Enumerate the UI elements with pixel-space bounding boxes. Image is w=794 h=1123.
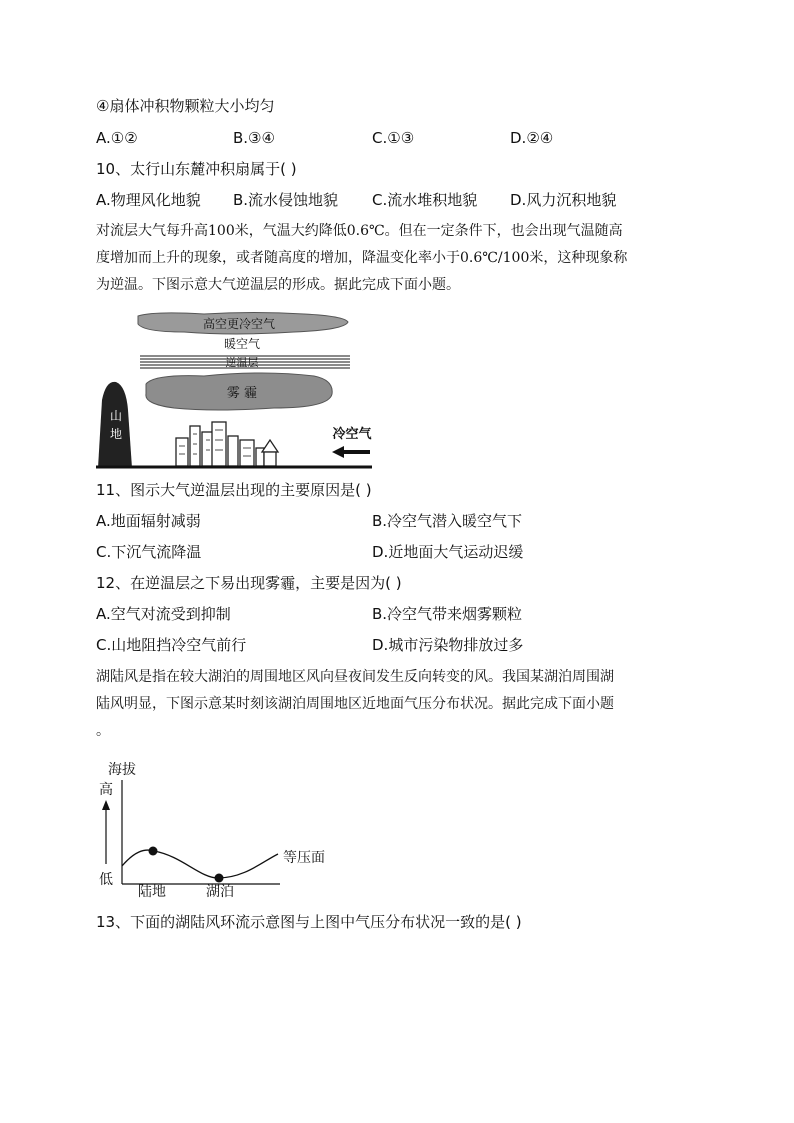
passage-inversion-line-1: 对流层大气每升高100米，气温大约降低0.6℃。但在一定条件下，也会出现气温随高 bbox=[96, 223, 623, 239]
isobar-curve bbox=[122, 850, 278, 878]
q13-stem: 13、下面的湖陆风环流示意图与上图中气压分布状况一致的是( ) bbox=[96, 913, 522, 931]
lake-point bbox=[215, 874, 224, 883]
q9-item-4: ④扇体冲积物颗粒大小均匀 bbox=[96, 97, 275, 115]
q12-option-a: A.空气对流受到抑制 bbox=[96, 605, 231, 623]
q9-option-d: D.②④ bbox=[510, 129, 554, 147]
low-label: 低 bbox=[99, 872, 113, 888]
q9-option-b: B.③④ bbox=[233, 129, 275, 147]
inversion-layer-label: 逆温层 bbox=[225, 356, 259, 369]
mountain-shape bbox=[98, 382, 132, 468]
q12-stem: 12、在逆温层之下易出现雾霾，主要是因为( ) bbox=[96, 574, 402, 592]
q9-option-c: C.①③ bbox=[372, 129, 415, 147]
q12-option-b: B.冷空气带来烟雾颗粒 bbox=[372, 605, 523, 623]
q10-option-b: B.流水侵蚀地貌 bbox=[233, 191, 339, 209]
altitude-axis-title: 海拔 bbox=[108, 762, 136, 778]
passage-inversion bbox=[96, 218, 700, 299]
city-buildings bbox=[176, 422, 278, 466]
q10-stem: 10、太行山东麓冲积扇属于( ) bbox=[96, 160, 297, 178]
passage-inversion-line-3: 为逆温。下图示意大气逆温层的形成。据此完成下面小题。 bbox=[96, 277, 460, 293]
q9-option-a: A.①② bbox=[96, 129, 138, 147]
q11-stem: 11、图示大气逆温层出现的主要原因是( ) bbox=[96, 481, 372, 499]
q11-option-a: A.地面辐射减弱 bbox=[96, 512, 201, 530]
q11-option-b: B.冷空气潜入暖空气下 bbox=[372, 512, 523, 530]
q11-option-d: D.近地面大气运动迟缓 bbox=[372, 543, 524, 561]
land-label: 陆地 bbox=[138, 884, 166, 900]
passage-lake-breeze bbox=[96, 664, 700, 745]
up-arrow-icon bbox=[102, 800, 110, 810]
mountain-label-1: 山 bbox=[109, 409, 123, 423]
mountain-label-2: 地 bbox=[109, 427, 123, 441]
q12-option-d: D.城市污染物排放过多 bbox=[372, 636, 524, 654]
smog-label: 雾 霾 bbox=[226, 386, 258, 401]
q10-option-c: C.流水堆积地貌 bbox=[372, 191, 478, 209]
q11-option-c: C.下沉气流降温 bbox=[96, 543, 202, 561]
cold-air-inflow-label: 冷空气 bbox=[332, 427, 372, 442]
lake-label: 湖泊 bbox=[206, 884, 234, 900]
inversion-figure bbox=[94, 310, 379, 472]
cold-air-label: 高空更冷空气 bbox=[202, 317, 276, 331]
cold-air-arrow-icon bbox=[332, 446, 370, 458]
isobar-label: 等压面 bbox=[283, 850, 325, 866]
q10-option-d: D.风力沉积地貌 bbox=[510, 191, 617, 209]
passage-inversion-line-2: 度增加而上升的现象，或者随高度的增加，降温变化率小于0.6℃/100米，这种现象称 bbox=[96, 250, 628, 266]
q12-option-c: C.山地阻挡冷空气前行 bbox=[96, 636, 247, 654]
passage-lake-line-2: 陆风明显，下图示意某时刻该湖泊周围地区近地面气压分布状况。据此完成下面小题 bbox=[96, 696, 614, 712]
high-label: 高 bbox=[99, 782, 113, 798]
passage-lake-line-3: 。 bbox=[96, 723, 110, 739]
warm-air-label: 暖空气 bbox=[223, 337, 261, 351]
passage-lake-line-1: 湖陆风是指在较大湖泊的周围地区风向昼夜间发生反向转变的风。我国某湖泊周围湖 bbox=[96, 669, 614, 685]
q10-option-a: A.物理风化地貌 bbox=[96, 191, 201, 209]
land-point bbox=[149, 847, 158, 856]
isobar-figure bbox=[94, 756, 344, 900]
